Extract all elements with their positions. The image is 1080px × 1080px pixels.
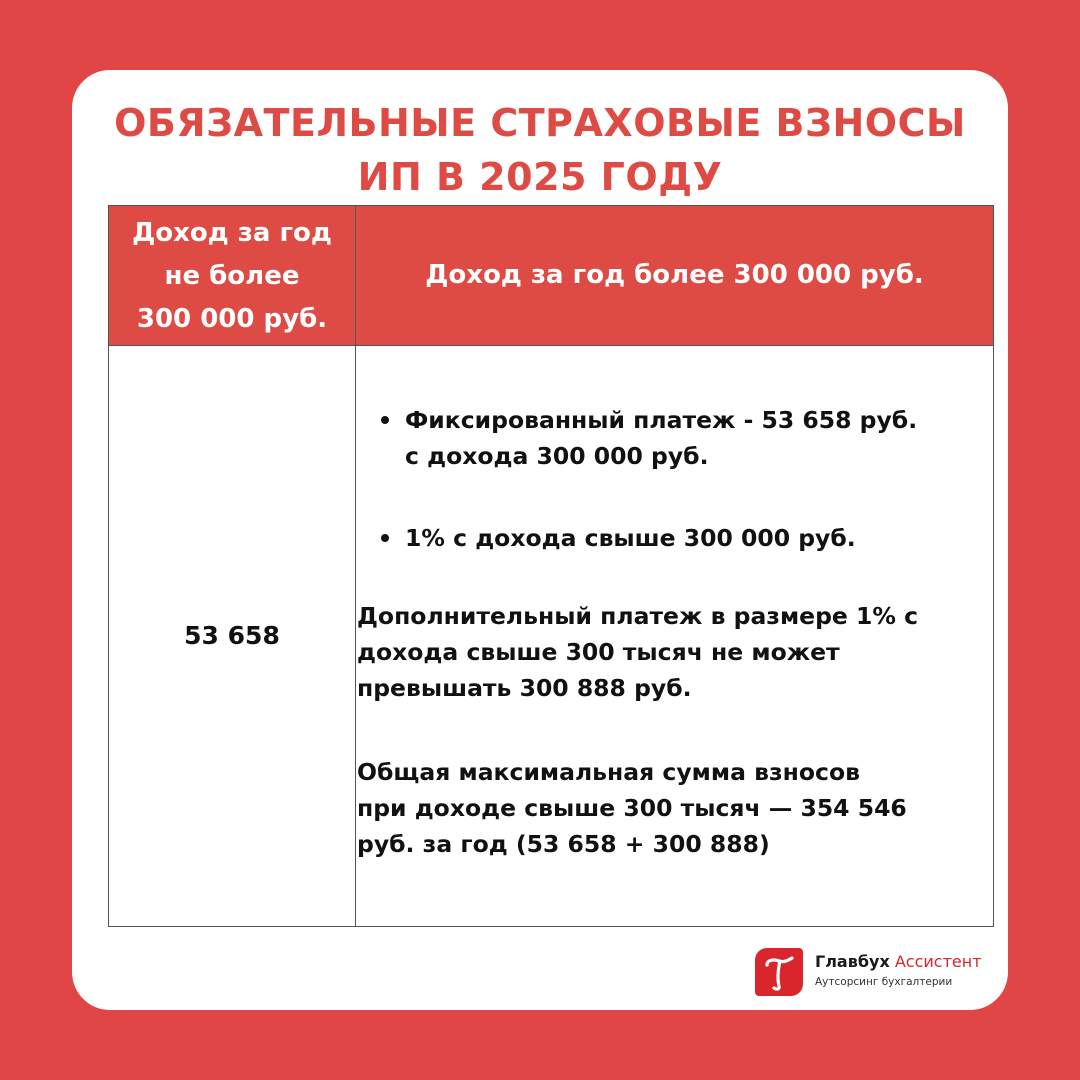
note-2-line-2: при доходе свыше 300 тысяч — 354 546 bbox=[357, 794, 907, 822]
bullet-dot bbox=[381, 416, 389, 424]
glavbukh-logo-icon bbox=[755, 948, 803, 996]
column-divider bbox=[355, 206, 356, 926]
brand-name-bold: Главбух bbox=[815, 952, 890, 971]
additional-payment-note bbox=[357, 598, 989, 706]
note-2-line-1: Общая максимальная сумма взносов bbox=[357, 758, 860, 786]
bullet-one-percent bbox=[381, 520, 991, 556]
bullet-1-line-1: Фиксированный платеж - 53 658 руб. bbox=[405, 406, 918, 434]
bullet-2-line-1: 1% с дохода свыше 300 000 руб. bbox=[405, 524, 856, 552]
total-maximum-note bbox=[357, 754, 989, 862]
brand-name bbox=[815, 952, 982, 972]
note-1-line-3: превышать 300 888 руб. bbox=[357, 674, 692, 702]
header-left-line-1: Доход за год bbox=[132, 218, 332, 248]
fixed-contribution-value: 53 658 bbox=[184, 621, 280, 650]
bullet-1-line-2: с дохода 300 000 руб. bbox=[405, 442, 709, 470]
header-left-line-3: 300 000 руб. bbox=[136, 304, 328, 334]
title-line-2: ИП В 2025 ГОДУ bbox=[357, 155, 723, 199]
header-income-over-300k: Доход за год более 300 000 руб. bbox=[425, 260, 924, 290]
bullet-fixed-payment bbox=[381, 402, 991, 474]
title-line-1: ОБЯЗАТЕЛЬНЫЕ СТРАХОВЫЕ ВЗНОСЫ bbox=[114, 101, 966, 145]
brand-tagline: Аутсорсинг бухгалтерии bbox=[815, 976, 953, 988]
header-left-line-2: не более bbox=[164, 261, 300, 291]
bullet-dot bbox=[381, 534, 389, 542]
brand-logo[interactable] bbox=[755, 948, 995, 998]
brand-name-regular: Ассистент bbox=[894, 952, 982, 971]
note-2-line-3: руб. за год (53 658 + 300 888) bbox=[357, 830, 770, 858]
note-1-line-2: дохода свыше 300 тысяч не может bbox=[357, 638, 840, 666]
content-card bbox=[72, 70, 1008, 1010]
contributions-table bbox=[108, 205, 994, 927]
header-income-up-to-300k bbox=[109, 212, 355, 341]
page-title bbox=[72, 96, 1008, 204]
note-1-line-1: Дополнительный платеж в размере 1% с bbox=[357, 602, 919, 630]
